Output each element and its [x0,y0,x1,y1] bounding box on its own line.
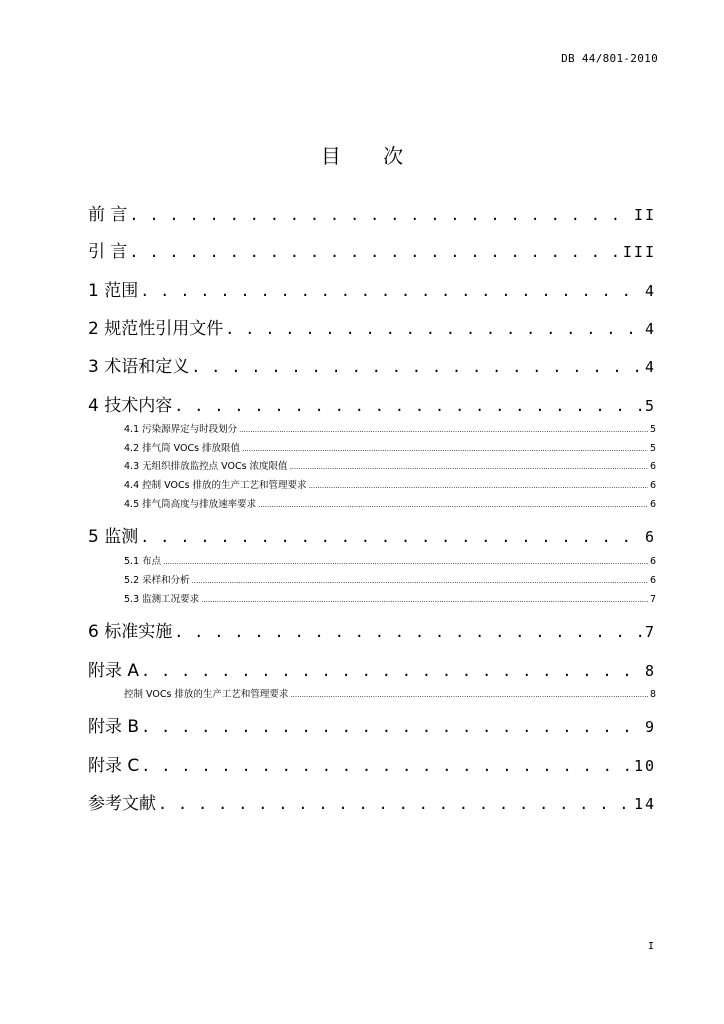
toc-entry-label: 4.4 控制 VOCs 排放的生产工艺和管理要求 [124,480,307,491]
toc-entry-label: 6 标准实施 [88,622,173,642]
toc-subentry[interactable] [124,477,656,491]
toc-entry-page: II [633,206,656,224]
dot-leader [141,757,632,775]
toc-entry-page: III [622,243,656,261]
toc-entry[interactable] [88,276,656,300]
toc-subentry[interactable] [124,421,656,435]
toc-entry-page: 6 [649,480,656,491]
toc-entry-page: 8 [644,662,656,680]
toc-entry-label: 5.3 监测工况要求 [124,594,200,605]
toc-entry-page: 7 [649,594,656,605]
toc-entry[interactable] [88,751,656,775]
toc-subentry[interactable] [124,572,656,586]
toc-entry[interactable] [88,656,656,680]
toc-entry-page: 5 [644,397,656,415]
toc-entry-page: 6 [649,556,656,567]
dot-leader [242,445,648,453]
toc-entry-page: 5 [649,443,656,454]
toc-subentry[interactable] [124,496,656,510]
dot-leader [191,358,643,376]
dot-leader [258,501,648,509]
toc-subentry[interactable] [124,553,656,567]
toc-entry-label: 参考文献 [88,794,156,814]
toc-entry-label: 5.2 采样和分析 [124,575,190,586]
toc-entry-page: 4 [644,358,656,376]
toc-entry-label: 4.5 排气筒高度与排放速率要求 [124,499,257,510]
toc-entry-page: 6 [649,499,656,510]
toc-entry-label: 前 言 [88,205,128,225]
dot-leader [129,243,621,261]
toc-entry-label: 引 言 [88,242,128,262]
dot-leader [163,558,648,566]
toc-entry-page: 14 [633,795,656,813]
toc-entry-page: 10 [633,757,656,775]
toc-entry-page: 6 [644,528,656,546]
toc-entry-page: 8 [649,689,656,700]
toc-entry-label: 4.2 排气筒 VOCs 排放限值 [124,443,241,454]
toc-entry-page: 4 [644,282,656,300]
dot-leader [309,482,648,490]
toc-entry-label: 附录 C [88,756,140,776]
document-code: DB 44/801-2010 [561,52,658,65]
toc-entry[interactable] [88,522,656,546]
dot-leader [129,206,632,224]
toc-entry[interactable] [88,200,656,224]
toc-entry-label: 1 范围 [88,281,139,301]
dot-leader [140,282,643,300]
dot-leader [141,662,643,680]
page-title: 目 次 [320,144,422,168]
dot-leader [225,320,643,338]
toc-entry-page: 9 [644,718,656,736]
toc-entry-label: 4.1 污染源界定与时段划分 [124,424,238,435]
toc-entry[interactable] [88,391,656,415]
toc-entry-label: 5 监测 [88,527,139,547]
toc-entry-label: 附录 A [88,661,140,681]
toc-entry-page: 4 [644,320,656,338]
toc-entry-page: 5 [649,424,656,435]
toc-entry-page: 6 [649,461,656,472]
toc-entry-label: 控制 VOCs 排放的生产工艺和管理要求 [124,689,289,700]
toc-entry[interactable] [88,314,656,338]
page-number: I [647,941,654,952]
dot-leader [141,718,643,736]
toc-entry-label: 3 术语和定义 [88,357,190,377]
dot-leader [192,577,648,585]
toc-entry-label: 附录 B [88,717,140,737]
dot-leader [174,397,643,415]
toc-subentry[interactable] [124,440,656,454]
dot-leader [174,623,643,641]
dot-leader [140,528,643,546]
dot-leader [239,426,648,434]
dot-leader [158,795,632,813]
toc-subentry[interactable] [124,591,656,605]
toc-entry-page: 7 [644,623,656,641]
toc-entry[interactable] [88,352,656,376]
toc-subentry[interactable] [124,686,656,700]
toc-entry[interactable] [88,789,656,813]
toc-entry[interactable] [88,712,656,736]
toc-entry-label: 4 技术内容 [88,396,173,416]
dot-leader [290,463,648,471]
toc-entry-label: 5.1 布点 [124,556,162,567]
toc-entry-label: 2 规范性引用文件 [88,319,224,339]
toc-entry[interactable] [88,237,656,261]
dot-leader [290,691,648,699]
toc-subentry[interactable] [124,458,656,472]
toc-entry-label: 4.3 无组织排放监控点 VOCs 浓度限值 [124,461,288,472]
toc-entry-page: 6 [649,575,656,586]
dot-leader [201,596,648,604]
toc-entry[interactable] [88,617,656,641]
